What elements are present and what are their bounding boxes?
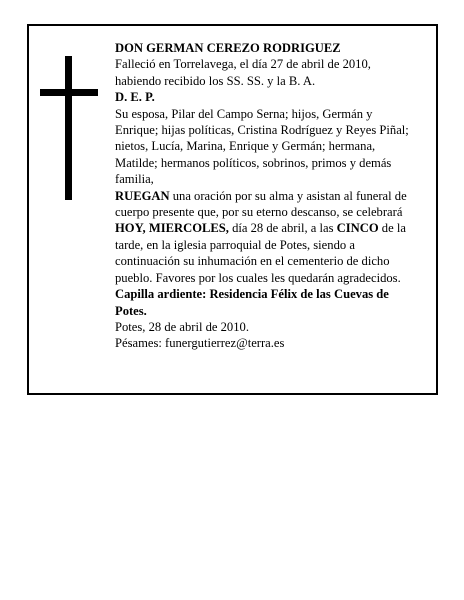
request-text-1: una oración por su alma y asistan al funeral de cuerpo presente que, por su eterno descanso, se celebrará [115, 188, 407, 220]
request-paragraph [115, 188, 415, 286]
cinco-word: CINCO [336, 221, 379, 236]
notice-text [115, 40, 415, 352]
ruegan-word: RUEGAN [115, 188, 170, 203]
latin-cross-icon [40, 56, 98, 200]
cross-horizontal-bar [40, 89, 98, 96]
obituary-notice [27, 24, 438, 395]
hoy-miercoles: HOY, MIERCOLES, [115, 221, 229, 236]
chapel-line: Capilla ardiente: Residencia Félix de las Cuevas de Potes. [115, 287, 389, 318]
date-line: Potes, 28 de abril de 2010. [115, 319, 249, 334]
cross-vertical-bar [65, 56, 72, 200]
family-line: Su esposa, Pilar del Campo Serna; hijos, Germán y Enrique; hijas políticas, Cristina Rodríguez y Reyes Piñal; nietos, Lucía, Marina, Enrique y Germán; hermana, Matilde; hermanos políticos, sobrinos, primos y demás familia, [115, 106, 409, 187]
request-text-3: de la tarde, en la iglesia parroquial de Potes, siendo a continuación su inhumación en el cementerio de dicho pueblo. Favores por los cuales les quedarán agradecidos. [115, 221, 406, 285]
dep-line: D. E. P. [115, 90, 155, 105]
request-text-2: día 28 de abril, a las [228, 221, 337, 236]
deceased-name: DON GERMAN CEREZO RODRIGUEZ [115, 41, 341, 55]
condolences-line: Pésames: funergutierrez@terra.es [115, 336, 285, 351]
death-line: Falleció en Torrelavega, el día 27 de abril de 2010, habiendo recibido los SS. SS. y la B. A. [115, 57, 371, 88]
